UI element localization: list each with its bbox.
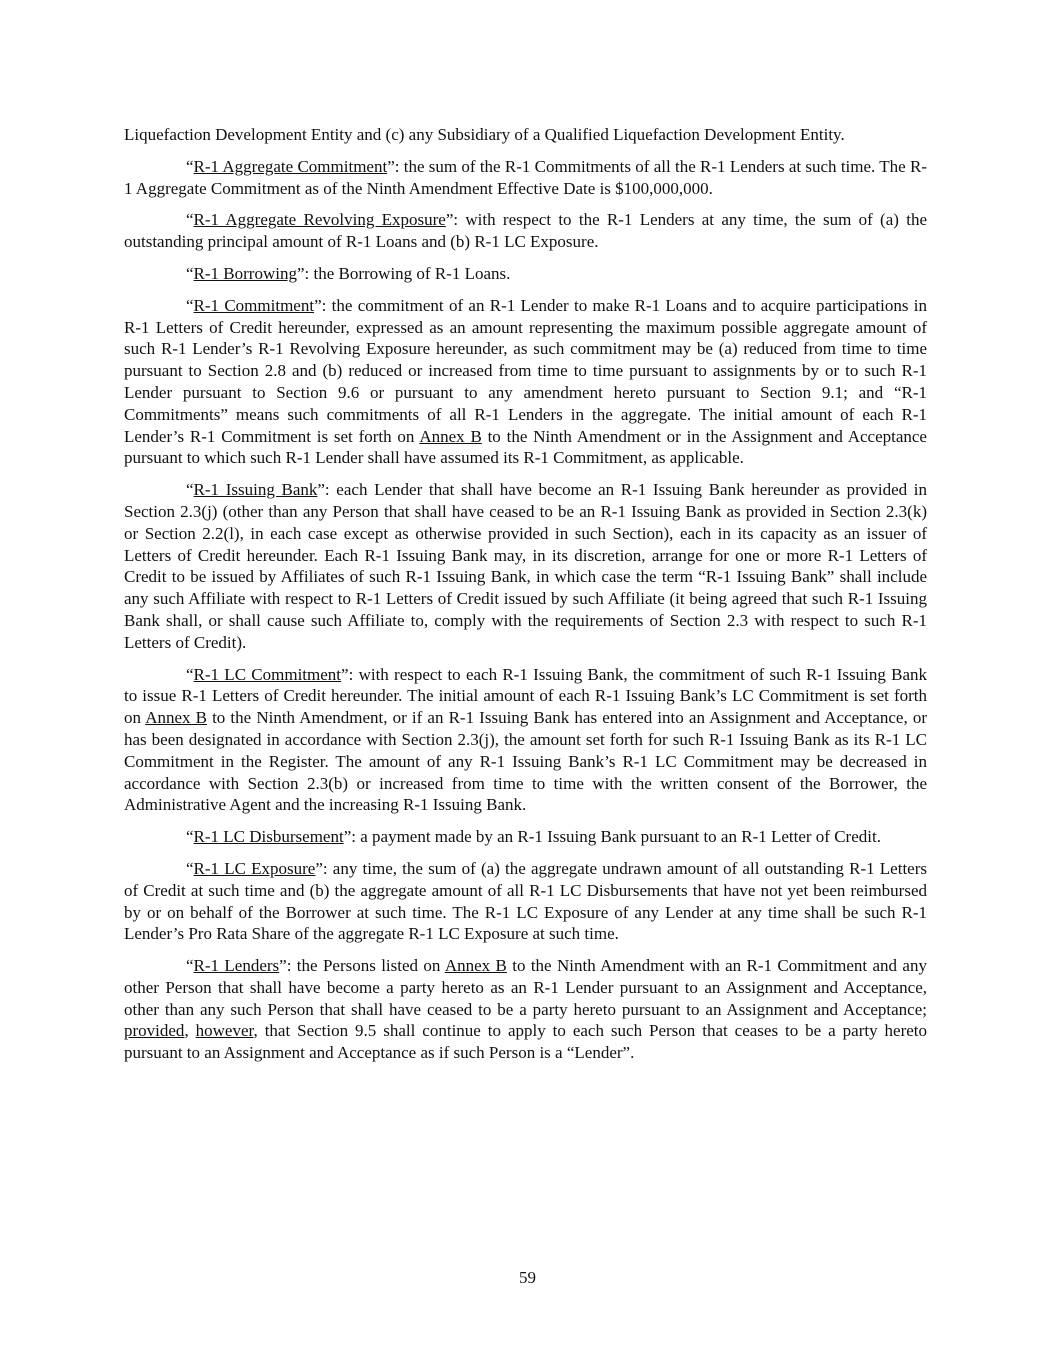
defined-term: R-1 LC Exposure	[193, 858, 316, 878]
paragraph-text: “	[186, 956, 194, 976]
paragraph-text: to the Ninth Amendment, or if an R-1 Issuing Bank has entered into an Assignment and Acceptance, or has been designated in accordance with Section 2.3(j), the amount set forth for such R-1 Issuing Bank as its R-1 LC Commitment in the Register. The amount of any R-1 Issuing Bank’s R-1 LC Commitment may be decreased in accordance with Section 2.3(b) or increased from time to time with the written consent of the Borrower, the Administrative Agent and the increasing R-1 Issuing Bank.	[124, 708, 927, 815]
defined-term: R-1 Commitment	[193, 295, 315, 315]
defined-term: R-1 Aggregate Commitment	[193, 156, 388, 176]
defined-term: Annex B	[419, 426, 482, 446]
paragraph-text: , that Section 9.5 shall continue to apply to each such Person that ceases to be a party hereto pursuant to an Assignment and Acceptance as if such Person is a “Lender”.	[124, 1021, 928, 1063]
defined-term: R-1 Lenders	[193, 956, 280, 976]
paragraph-text: “	[186, 210, 194, 230]
paragraph-text: “	[186, 664, 194, 684]
paragraph-text: ”: with respect to each R-1 Issuing Bank, the commitment of such R-1 Issuing Bank to issue R-1 Letters of Credit hereunder. The initial amount of each R-1 Issuing Bank’s LC Commitment is set forth on	[124, 664, 927, 728]
paragraph-text: “	[186, 156, 194, 176]
paragraph-text: ”: each Lender that shall have become an R-1 Issuing Bank hereunder as provided in Section 2.3(j) (other than any Person that shall have ceased to be an R-1 Issuing Bank as provided in Section 2.3(k) or Section 2.2(l), in each case except as otherwise provided in such Section), each in its capacity as an issuer of Letters of Credit hereunder. Each R-1 Issuing Bank may, in its discretion, arrange for one or more R-1 Letters of Credit to be issued by Affiliates of such R-1 Issuing Bank, in which case the term “R-1 Issuing Bank” shall include any such Affiliate with respect to R-1 Letters of Credit issued by such Affiliate (it being agreed that such R-1 Issuing Bank shall, or shall cause such Affiliate to, comply with the requirements of Section 2.3 with respect to such R-1 Letters of Credit).	[124, 480, 927, 652]
paragraph-text: “	[186, 263, 194, 283]
definition-r1-aggregate-revolving-exposure	[124, 209, 927, 253]
defined-term: R-1 Aggregate Revolving Exposure	[193, 210, 446, 230]
defined-term: however	[195, 1021, 254, 1041]
defined-term: Annex B	[145, 708, 207, 728]
paragraph-text: “	[186, 480, 194, 500]
defined-term: Annex B	[444, 956, 507, 976]
paragraph-text: “	[186, 827, 194, 847]
definition-r1-commitment	[124, 295, 927, 469]
paragraph-text: ”: the commitment of an R-1 Lender to make R-1 Loans and to acquire participations in R-1 Letters of Credit hereunder, expressed as an amount representing the maximum possible aggregate amount of such R-1 Lender’s R-1 Revolving Exposure hereunder, as such commitment may be (a) reduced from time to time pursuant to Section 2.8 and (b) reduced or increased from time to time pursuant to assignments by or to such R-1 Lender pursuant to Section 9.6 or pursuant to any amendment hereto pursuant to Section 9.1; and “R-1 Commitments” means such commitments of all R-1 Lenders in the aggregate. The initial amount of each R-1 Lender’s R-1 Commitment is set forth on	[124, 295, 927, 446]
defined-term: R-1 Issuing Bank	[193, 480, 318, 500]
paragraph-text: ”: the sum of the R-1 Commitments of all the R-1 Lenders at such time. The R-1 Aggregate Commitment as of the Ninth Amendment Effective Date is $100,000,000.	[124, 156, 927, 198]
paragraph-text: to the Ninth Amendment or in the Assignment and Acceptance pursuant to which such R-1 Lender shall have assumed its R-1 Commitment, as applicable.	[124, 426, 927, 468]
paragraph-text: Liquefaction Development Entity and (c) any Subsidiary of a Qualified Liquefaction Development Entity.	[124, 125, 845, 144]
paragraph-text: “	[186, 295, 194, 315]
paragraph-text: “	[186, 858, 194, 878]
definition-r1-borrowing	[124, 263, 927, 285]
document-body	[124, 124, 927, 1074]
defined-term: R-1 Borrowing	[193, 263, 297, 283]
paragraph-text: ”: a payment made by an R-1 Issuing Bank pursuant to an R-1 Letter of Credit.	[343, 827, 881, 847]
definition-r1-issuing-bank	[124, 479, 927, 653]
definition-r1-lc-commitment	[124, 664, 927, 817]
paragraph-text: ”: the Borrowing of R-1 Loans.	[296, 263, 511, 283]
paragraph-text: ”: with respect to the R-1 Lenders at any time, the sum of (a) the outstanding principal amount of R-1 Loans and (b) R-1 LC Exposure.	[124, 210, 927, 252]
definition-r1-lc-disbursement	[124, 826, 927, 848]
paragraph-text: ,	[184, 1021, 196, 1041]
defined-term: R-1 LC Commitment	[193, 664, 342, 684]
definition-r1-lenders	[124, 955, 927, 1064]
definition-r1-lc-exposure	[124, 858, 927, 945]
defined-term: provided	[124, 1021, 185, 1041]
paragraph-text: to the Ninth Amendment with an R-1 Commitment and any other Person that shall have become a party hereto as an R-1 Lender pursuant to an Assignment and Acceptance, other than any such Person that shall have ceased to be a party hereto pursuant to an Assignment and Acceptance;	[124, 956, 927, 1019]
paragraph-continuation	[124, 124, 927, 146]
definition-r1-aggregate-commitment	[124, 156, 927, 200]
defined-term: R-1 LC Disbursement	[193, 827, 344, 847]
paragraph-text: ”: any time, the sum of (a) the aggregate undrawn amount of all outstanding R-1 Letters of Credit at such time and (b) the aggregate amount of all R-1 LC Disbursements that have not yet been reimbursed by or on behalf of the Borrower at such time. The R-1 LC Exposure of any Lender at any time shall be such R-1 Lender’s Pro Rata Share of the aggregate R-1 LC Exposure at such time.	[124, 858, 927, 944]
paragraph-text: ”: the Persons listed on	[279, 956, 445, 976]
page-number: 59	[519, 1268, 536, 1287]
